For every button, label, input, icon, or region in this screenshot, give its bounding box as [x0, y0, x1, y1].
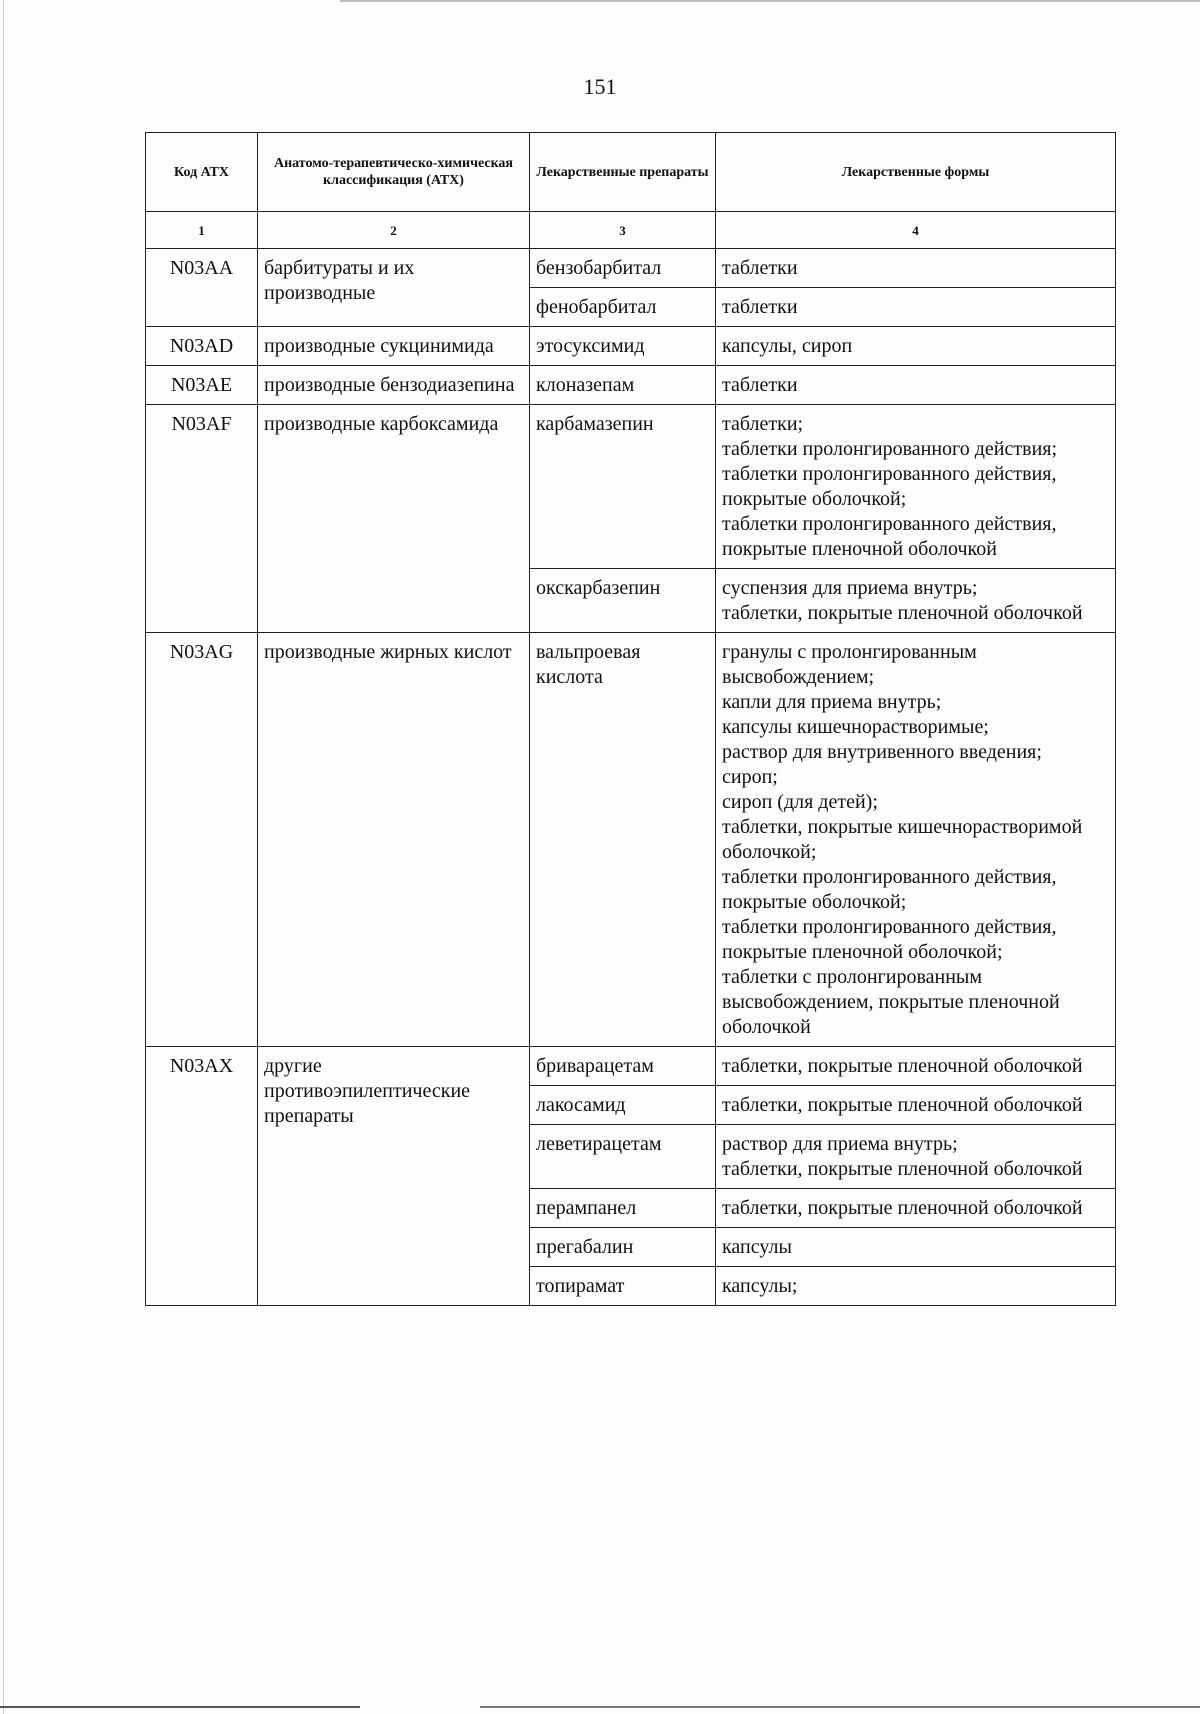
dosage-form-item: таблетки с пролонгированным высвобождением, покрытые пленочной оболочкой: [722, 966, 1060, 1038]
scan-edge-bottom: [480, 1706, 1200, 1708]
column-number: 2: [258, 212, 530, 249]
column-number: 4: [716, 212, 1116, 249]
table-row: [146, 1047, 1116, 1086]
scan-edge-left: [3, 0, 4, 1714]
atx-code: N03AA: [146, 249, 258, 327]
dosage-forms: [716, 1267, 1116, 1306]
dosage-form-item: капли для приема внутрь;: [722, 691, 942, 713]
dosage-form-item: гранулы с пролонгированным высвобождением;: [722, 641, 977, 688]
table-row: [146, 633, 1116, 1047]
drug-name: окскарбазепин: [530, 569, 716, 633]
dosage-form-item: таблетки пролонгированного действия, покрытые пленочной оболочкой;: [722, 916, 1057, 963]
dosage-forms: [716, 1125, 1116, 1189]
column-number-row: [146, 212, 1116, 249]
dosage-forms: [716, 633, 1116, 1047]
dosage-form-item: таблетки пролонгированного действия;: [722, 438, 1058, 460]
atx-code: N03AG: [146, 633, 258, 1047]
dosage-form-item: таблетки: [722, 257, 798, 279]
drug-name: лакосамид: [530, 1086, 716, 1125]
table-row: [146, 249, 1116, 288]
header-row: [146, 133, 1116, 212]
drug-name: карбамазепин: [530, 405, 716, 569]
dosage-forms: [716, 327, 1116, 366]
atx-classification: барбитураты и их производные: [258, 249, 530, 327]
atx-table: [145, 132, 1116, 1306]
column-number: 3: [530, 212, 716, 249]
dosage-form-item: таблетки, покрытые пленочной оболочкой: [722, 1158, 1083, 1180]
table-body: [146, 249, 1116, 1306]
drug-name: бензобарбитал: [530, 249, 716, 288]
page-number: 151: [583, 74, 617, 99]
dosage-form-item: таблетки;: [722, 413, 804, 435]
drug-name: перампанел: [530, 1189, 716, 1228]
dosage-forms: [716, 366, 1116, 405]
dosage-forms: [716, 1228, 1116, 1267]
drug-name: бриварацетам: [530, 1047, 716, 1086]
drug-name: прегабалин: [530, 1228, 716, 1267]
column-number: 1: [146, 212, 258, 249]
table-row: [146, 366, 1116, 405]
dosage-form-item: суспензия для приема внутрь;: [722, 577, 978, 599]
table-row: [146, 405, 1116, 569]
header-forms: Лекарственные формы: [716, 133, 1116, 212]
atx-classification: производные карбоксамида: [258, 405, 530, 633]
dosage-forms: [716, 249, 1116, 288]
dosage-form-item: раствор для приема внутрь;: [722, 1133, 958, 1155]
dosage-forms: [716, 1047, 1116, 1086]
drug-name: леветирацетам: [530, 1125, 716, 1189]
header-drugs: Лекарственные препараты: [530, 133, 716, 212]
dosage-form-item: капсулы;: [722, 1275, 798, 1297]
atx-code: N03AE: [146, 366, 258, 405]
drug-name: этосуксимид: [530, 327, 716, 366]
scan-edge-top: [340, 0, 1200, 2]
dosage-forms: [716, 569, 1116, 633]
dosage-form-item: таблетки, покрытые пленочной оболочкой: [722, 1094, 1083, 1116]
dosage-form-item: таблетки, покрытые пленочной оболочкой: [722, 1055, 1083, 1077]
dosage-form-item: таблетки пролонгированного действия, покрытые оболочкой;: [722, 866, 1057, 913]
drug-name: клоназепам: [530, 366, 716, 405]
atx-code: N03AD: [146, 327, 258, 366]
dosage-form-item: таблетки, покрытые пленочной оболочкой: [722, 602, 1083, 624]
dosage-form-item: таблетки пролонгированного действия, покрытые пленочной оболочкой: [722, 513, 1057, 560]
header-code: Код АТХ: [146, 133, 258, 212]
dosage-form-item: таблетки, покрытые пленочной оболочкой: [722, 1197, 1083, 1219]
scan-edge-bottom: [0, 1706, 360, 1708]
dosage-form-item: таблетки пролонгированного действия, покрытые оболочкой;: [722, 463, 1057, 510]
dosage-form-item: таблетки: [722, 296, 798, 318]
dosage-forms: [716, 1189, 1116, 1228]
dosage-forms: [716, 1086, 1116, 1125]
dosage-form-item: капсулы: [722, 1236, 792, 1258]
dosage-forms: [716, 405, 1116, 569]
dosage-form-item: капсулы, сироп: [722, 335, 853, 357]
atx-classification: производные сукцинимида: [258, 327, 530, 366]
atx-code: N03AF: [146, 405, 258, 633]
dosage-form-item: раствор для внутривенного введения;: [722, 741, 1042, 763]
atx-code: N03AX: [146, 1047, 258, 1306]
header-classification: Анатомо-терапевтическо-химическая классификация (АТХ): [258, 133, 530, 212]
dosage-form-item: сироп;: [722, 766, 778, 788]
dosage-form-item: капсулы кишечнорастворимые;: [722, 716, 989, 738]
dosage-form-item: сироп (для детей);: [722, 791, 878, 813]
drug-name: фенобарбитал: [530, 288, 716, 327]
table-row: [146, 327, 1116, 366]
dosage-forms: [716, 288, 1116, 327]
dosage-form-item: таблетки, покрытые кишечнорастворимой оболочкой;: [722, 816, 1083, 863]
dosage-form-item: таблетки: [722, 374, 798, 396]
atx-classification: другие противоэпилептические препараты: [258, 1047, 530, 1306]
atx-classification: производные жирных кислот: [258, 633, 530, 1047]
atx-classification: производные бензодиазепина: [258, 366, 530, 405]
drug-name: вальпроевая кислота: [530, 633, 716, 1047]
drug-name: топирамат: [530, 1267, 716, 1306]
